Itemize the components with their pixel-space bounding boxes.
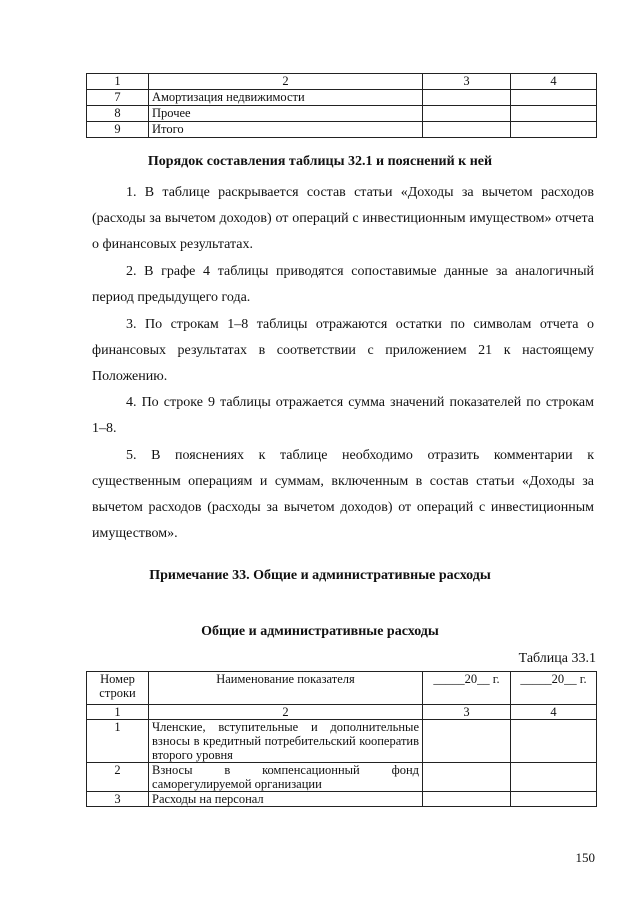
table-cell	[511, 90, 597, 106]
row-name: Итого	[149, 122, 423, 138]
table-title: Общие и административные расходы	[201, 624, 439, 639]
row-name: Расходы на персонал	[149, 792, 423, 807]
table-row	[87, 90, 597, 106]
table-row	[87, 122, 597, 138]
table-33-1	[86, 671, 597, 807]
table-cell: 2	[149, 705, 423, 720]
table-cell	[423, 763, 511, 792]
paragraph-text: 4. По строке 9 таблицы отражается сумма значений показателей по строкам 1–8.	[92, 395, 594, 436]
paragraph	[92, 443, 594, 547]
page-number: 150	[575, 850, 595, 865]
row-number: 7	[87, 90, 149, 106]
table-cell	[511, 763, 597, 792]
table-cell	[423, 720, 511, 763]
paragraph	[92, 390, 594, 442]
row-number: 8	[87, 106, 149, 122]
row-number: 1	[87, 720, 149, 763]
table-row	[87, 74, 597, 90]
table-cell: 2	[149, 74, 423, 90]
table-label: Таблица 33.1	[518, 651, 596, 666]
table-row	[87, 792, 597, 807]
paragraph-text: 1. В таблице раскрывается состав статьи «Доходы за вычетом расходов (расходы за вычетом доходов) от операций с инвестиционным имуществом» отчета о финансовых результатах.	[92, 185, 594, 252]
table-cell	[511, 122, 597, 138]
table-cell	[511, 106, 597, 122]
table-cell	[511, 792, 597, 807]
row-number: 9	[87, 122, 149, 138]
row-number: 2	[87, 763, 149, 792]
table-row	[87, 720, 597, 763]
paragraph-text: 5. В пояснениях к таблице необходимо отразить комментарии к существенным операциям и суммам, включенным в состав статьи «Доходы за вычетом расходов (расходы за вычетом доходов) от операций с инвестиционным имуществом».	[92, 448, 594, 541]
paragraph	[92, 259, 594, 311]
table-cell	[423, 122, 511, 138]
row-number: 3	[87, 792, 149, 807]
table-row	[87, 705, 597, 720]
row-name: Взносы в компенсационный фонд саморегулируемой организации	[149, 763, 423, 792]
table-cell: 4	[511, 74, 597, 90]
column-header: Наименование показателя	[149, 672, 423, 705]
table-top-continuation	[86, 73, 597, 138]
table-row	[87, 106, 597, 122]
paragraph-text: 2. В графе 4 таблицы приводятся сопоставимые данные за аналогичный период предыдущего года.	[92, 264, 594, 305]
column-header: _____20__ г.	[511, 672, 597, 705]
table-cell: 3	[423, 74, 511, 90]
note-heading: Примечание 33. Общие и административные расходы	[149, 568, 491, 583]
paragraph-text: 3. По строкам 1–8 таблицы отражаются остатки по символам отчета о финансовых результатах в соответствии с приложением 21 к настоящему Положению.	[92, 317, 594, 384]
paragraph	[92, 180, 594, 258]
row-name: Прочее	[149, 106, 423, 122]
table-cell	[511, 720, 597, 763]
table-cell: 3	[423, 705, 511, 720]
table-cell	[423, 792, 511, 807]
section-heading: Порядок составления таблицы 32.1 и пояснений к ней	[147, 154, 493, 169]
row-name: Амортизация недвижимости	[149, 90, 423, 106]
table-cell	[423, 106, 511, 122]
paragraph	[92, 312, 594, 390]
column-header: Номер строки	[87, 672, 149, 705]
table-cell: 1	[87, 74, 149, 90]
table-header-row	[87, 672, 597, 705]
column-header: _____20__ г.	[423, 672, 511, 705]
table-cell: 4	[511, 705, 597, 720]
table-row	[87, 763, 597, 792]
row-name: Членские, вступительные и дополнительные взносы в кредитный потребительский кооператив второго уровня	[149, 720, 423, 763]
table-cell: 1	[87, 705, 149, 720]
table-cell	[423, 90, 511, 106]
